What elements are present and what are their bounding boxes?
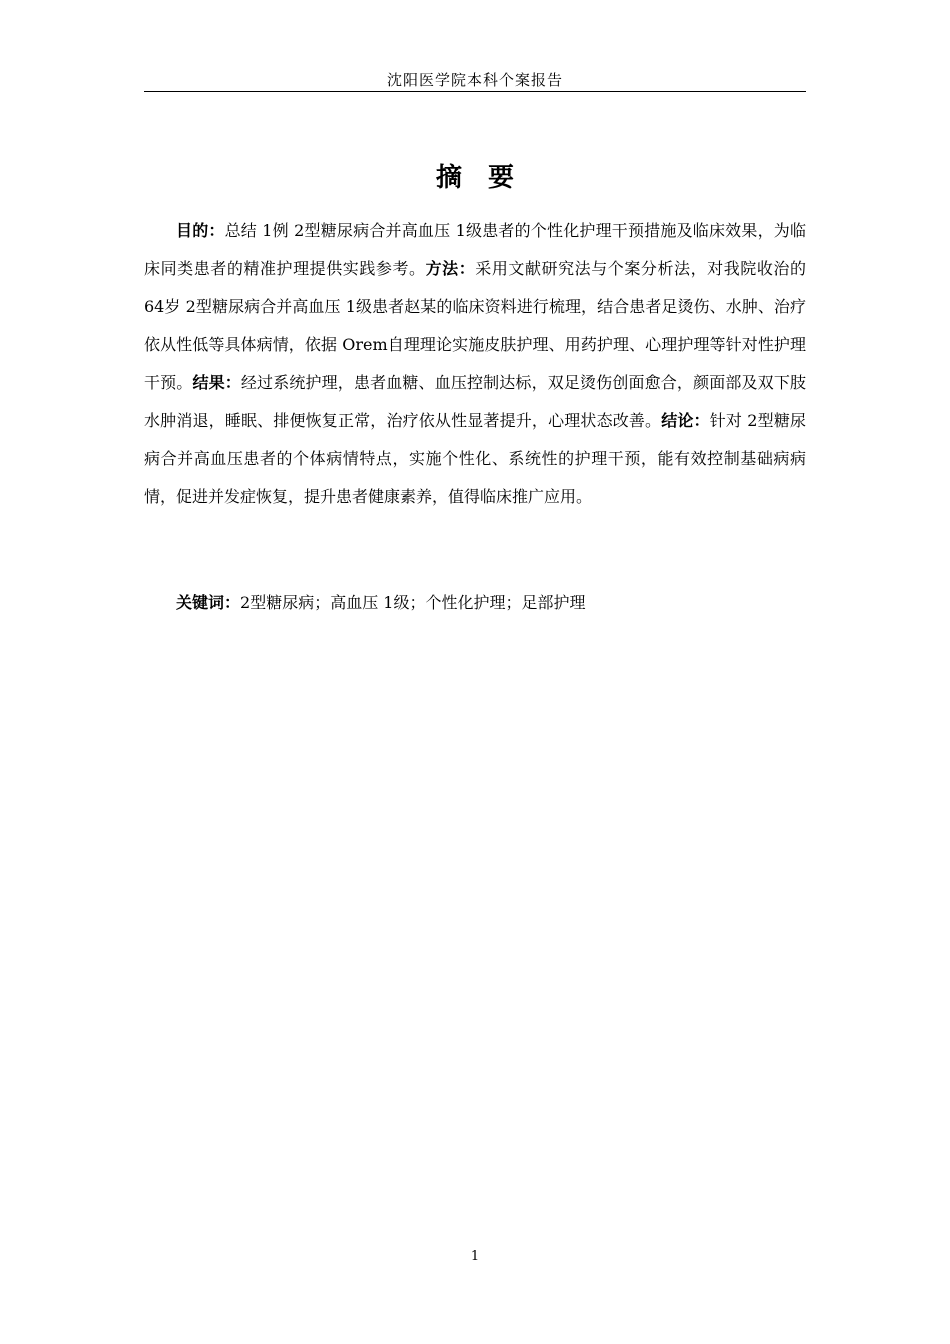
purpose-label: 目的： bbox=[176, 221, 225, 240]
keywords-label: 关键词： bbox=[176, 593, 241, 612]
header-divider bbox=[144, 91, 806, 92]
method-label: 方法： bbox=[425, 259, 476, 278]
running-header: 沈阳医学院本科个案报告 bbox=[386, 71, 563, 89]
page-number: 1 bbox=[470, 1249, 480, 1264]
abstract-title: 摘 要 bbox=[435, 163, 514, 193]
result-label: 结果： bbox=[192, 373, 241, 392]
abstract-paragraph bbox=[144, 212, 806, 516]
keywords-text: 2型糖尿病；高血压 1级；个性化护理；足部护理 bbox=[240, 593, 586, 612]
result-text: 经过系统护理，患者血糖、血压控制达标，双足烫伤创面愈合，颜面部及双下肢水肿消退，睡眠、排便恢复正常，治疗依从性显著提升，心理状态改善。 bbox=[144, 373, 806, 430]
conclusion-text: 针对 2型糖尿病合并高血压患者的个体病情特点，实施个性化、系统性的护理干预，能有效控制基础病病情，促进并发症恢复，提升患者健康素养，值得临床推广应用。 bbox=[144, 411, 806, 506]
conclusion-label: 结论： bbox=[661, 411, 710, 430]
keywords-line bbox=[144, 584, 806, 622]
method-text: 采用文献研究法与个案分析法，对我院收治的 64岁 2型糖尿病合并高血压 1级患者赵某的临床资料进行梳理，结合患者足烫伤、水肿、治疗依从性低等具体病情，依据 Orem自理理论实施皮肤护理、用药护理、心理护理等针对性护理干预。 bbox=[144, 259, 806, 392]
purpose-text: 总结 1例 2型糖尿病合并高血压 1级患者的个性化护理干预措施及临床效果，为临床同类患者的精准护理提供实践参考。 bbox=[144, 221, 806, 278]
